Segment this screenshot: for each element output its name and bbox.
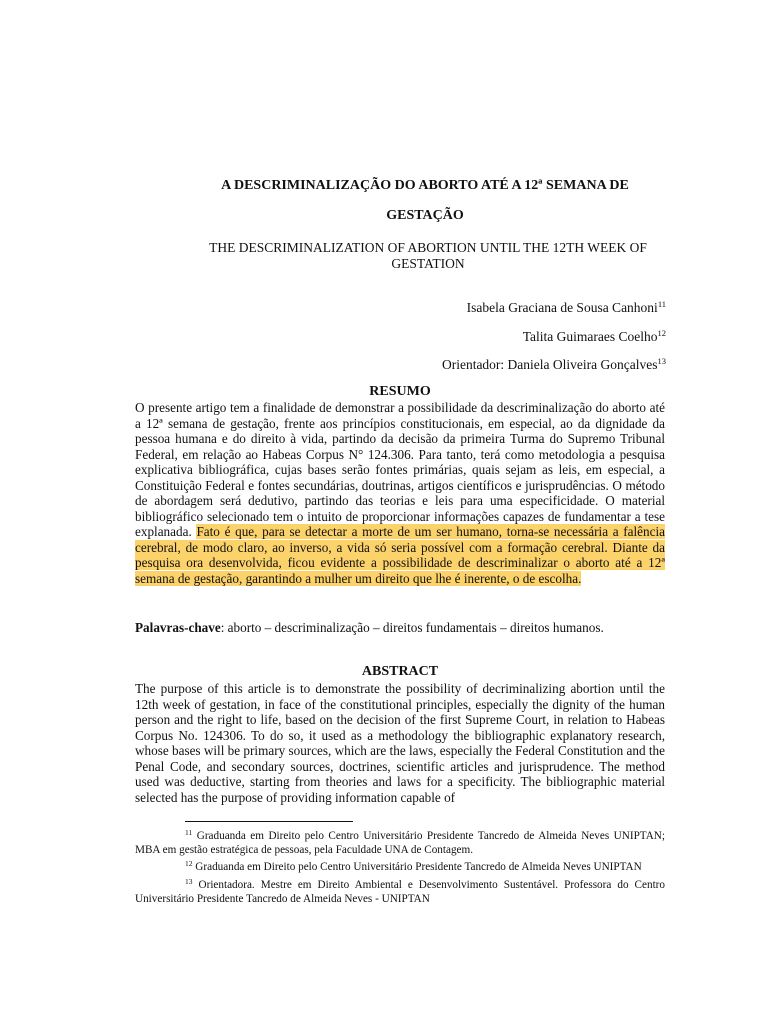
resumo-body	[135, 400, 665, 586]
keywords-text: : aborto – descriminalização – direitos fundamentais – direitos humanos.	[220, 620, 604, 635]
footnote-number: 11	[185, 828, 193, 837]
footnote-13	[135, 875, 665, 906]
author-2	[442, 321, 666, 350]
footnote-12	[135, 857, 665, 874]
title-portuguese	[200, 171, 650, 231]
footnote-number: 13	[185, 876, 193, 886]
author-1	[442, 292, 666, 321]
footnote-ref: 12	[657, 327, 666, 338]
abstract-body: The purpose of this article is to demonstrate the possibility of decriminalizing abortion until the 12th week of gestation, in face of the constitutional principles, especially the dignity of the human person and the right to life, based on the decision of the first Supreme Court, in relation to Habeas Corpus No. 124306. To do so, it used as a methodology the bibliographic explanatory research, whose bases will be primary sources, which are the laws, especially the Federal Constitution and the Penal Code, and secondary sources, doctrines, scientific articles and jurisprudence. The method used was deductive, starting from theories and laws for a specificity. The bibliographic material selected has the purpose of providing information capable of	[135, 681, 665, 805]
author-list	[442, 292, 666, 378]
footnotes	[135, 826, 665, 906]
footnote-text: Orientadora. Mestre em Direito Ambiental e Desenvolvimento Sustentável. Professora do Centro Universitário Presidente Tancredo de Almeida Neves - UNIPTAN	[135, 878, 665, 905]
footnote-ref: 11	[657, 299, 666, 309]
footnote-divider	[185, 821, 353, 822]
title-english: THE DESCRIMINALIZATION OF ABORTION UNTIL THE 12TH WEEK OF GESTATION	[209, 240, 647, 271]
author-advisor	[442, 349, 666, 378]
author-name: Orientador: Daniela Oliveira Gonçalves	[441, 357, 658, 372]
footnote-number: 12	[185, 859, 193, 869]
author-name: Isabela Graciana de Sousa Canhoni	[466, 300, 658, 315]
keywords	[135, 620, 665, 636]
author-name: Talita Guimaraes Coelho	[522, 328, 658, 344]
resumo-heading: RESUMO	[369, 384, 431, 399]
footnote-text: Graduanda em Direito pelo Centro Universitário Presidente Tancredo de Almeida Neves UNIPTAN; MBA em gestão estratégica de pessoas, pela Faculdade UNA de Contagem.	[135, 830, 665, 857]
keywords-label: Palavras-chave	[135, 620, 221, 635]
title-pt-line2: GESTAÇÃO	[386, 208, 464, 223]
resumo-highlighted-text: Fato é que, para se detectar a morte de um ser humano, torna-se necessária a falência cerebral, de modo claro, ao inverso, a vida só seria possível com a formação cerebral. Diante da pesquisa ora desenvolvida, ficou evidente a possibilidade de descriminalizar o aborto até a 12ª semana de gestação, garantindo a mulher um direito que lhe é inerente, o de escolha.	[135, 524, 666, 586]
resumo-text: O presente artigo tem a finalidade de demonstrar a possibilidade da descriminalização do aborto até a 12ª semana de gestação, frente aos princípios constitucionais, em especial, ao da dignidade da pessoa humana e do direito à vida, partindo da decisão da primeira Turma do Supremo Tribunal Federal, em relação ao Habeas Corpus N° 124.306. Para tanto, terá como metodologia a pesquisa explicativa bibliográfica, cujas bases serão fontes primárias, quais sejam as leis, em especial, a Constituição Federal e fontes secundárias, doutrinas, artigos científicos e jurisprudências. O método de abordagem será dedutivo, partindo das teorias e leis para uma especificidade. O material bibliográfico selecionado tem o intuito de proporcionar informações capazes de fundamentar a tese explanada.	[135, 400, 665, 539]
footnote-text: Graduanda em Direito pelo Centro Universitário Presidente Tancredo de Almeida Neves UNIPTAN	[192, 861, 642, 874]
footnote-ref: 13	[657, 356, 666, 366]
abstract-heading: ABSTRACT	[361, 664, 439, 679]
title-pt-line1: A DESCRIMINALIZAÇÃO DO ABORTO ATÉ A 12ª SEMANA DE	[221, 178, 629, 193]
footnote-11	[135, 826, 665, 857]
